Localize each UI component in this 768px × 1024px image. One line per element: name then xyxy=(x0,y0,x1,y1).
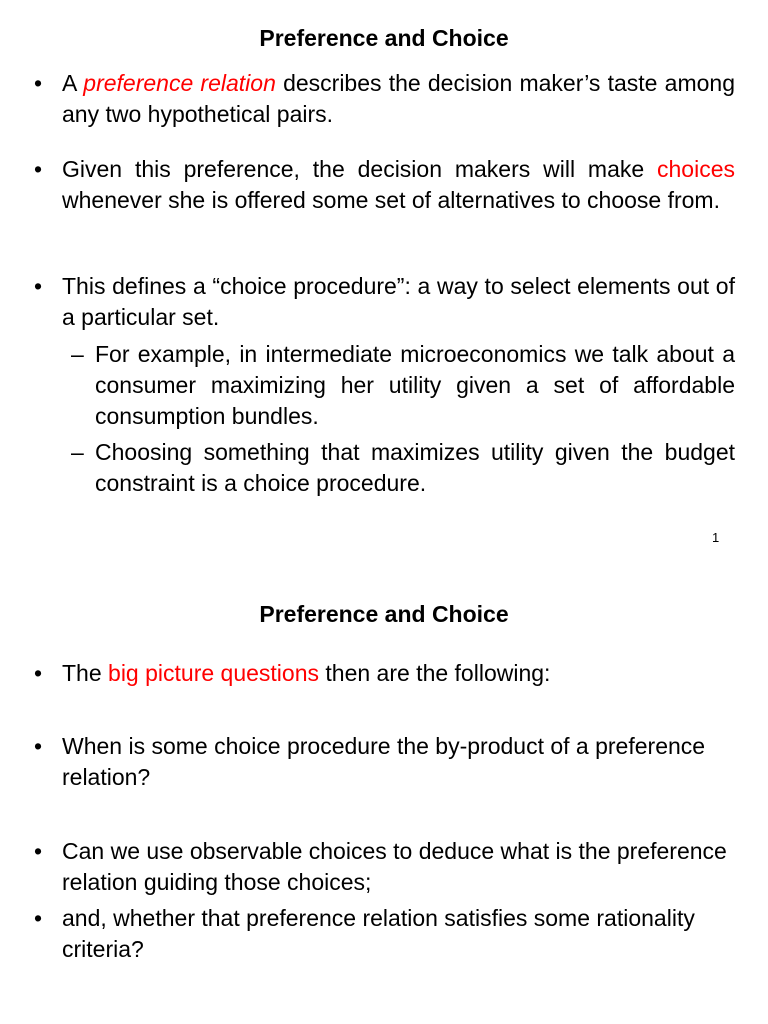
bullet-icon: • xyxy=(33,273,43,299)
dash-icon: – xyxy=(71,341,84,367)
highlight-term: preference relation xyxy=(83,70,276,96)
bullet-icon: • xyxy=(33,156,43,182)
bullet-big-picture xyxy=(33,658,735,689)
bullet-text-pre: A xyxy=(62,70,84,96)
bullet-question-3 xyxy=(33,903,735,965)
slide-title: Preference and Choice xyxy=(259,25,509,51)
bullet-text: This defines a “choice procedure”: a way to select elements out of a particular set. xyxy=(62,273,735,330)
bullet-question-2 xyxy=(33,836,735,898)
bullet-text: When is some choice procedure the by-product of a preference relation? xyxy=(62,733,706,790)
bullet-icon: • xyxy=(33,838,43,864)
bullet-text: Can we use observable choices to deduce what is the preference relation guiding those choices; xyxy=(62,838,727,895)
bullet-text-pre: Given this preference, the decision makers will make xyxy=(62,156,658,182)
bullet-text-post: then are the following: xyxy=(319,660,551,686)
bullet-text: and, whether that preference relation satisfies some rationality criteria? xyxy=(62,905,695,962)
bullet-icon: • xyxy=(33,70,43,96)
bullet-text-post: whenever she is offered some set of alternatives to choose from. xyxy=(62,187,720,213)
bullet-icon: • xyxy=(33,905,43,931)
bullet-question-1 xyxy=(33,731,735,793)
slide-2 xyxy=(0,576,768,1024)
slide-title: Preference and Choice xyxy=(259,601,509,627)
bullet-text-post: describes the decision maker’s taste among any two hypothetical pairs. xyxy=(62,70,735,127)
bullet-text-pre: The xyxy=(62,660,109,686)
page-number: 1 xyxy=(712,530,720,545)
highlight-term: big picture questions xyxy=(108,660,319,686)
sub-bullet-budget xyxy=(71,437,735,499)
sub-bullet-text: For example, in intermediate microeconomics we talk about a consumer maximizing her utility given a set of affordable consumption bundles. xyxy=(95,341,735,429)
sub-bullet-example xyxy=(71,339,735,432)
bullet-choices xyxy=(33,154,735,216)
bullet-choice-procedure xyxy=(33,271,735,333)
dash-icon: – xyxy=(71,439,84,465)
bullet-preference-relation xyxy=(33,68,735,130)
bullet-icon: • xyxy=(33,660,43,686)
highlight-term: choices xyxy=(657,156,735,182)
sub-bullet-text: Choosing something that maximizes utility given the budget constraint is a choice procedure. xyxy=(95,439,735,496)
bullet-icon: • xyxy=(33,733,43,759)
